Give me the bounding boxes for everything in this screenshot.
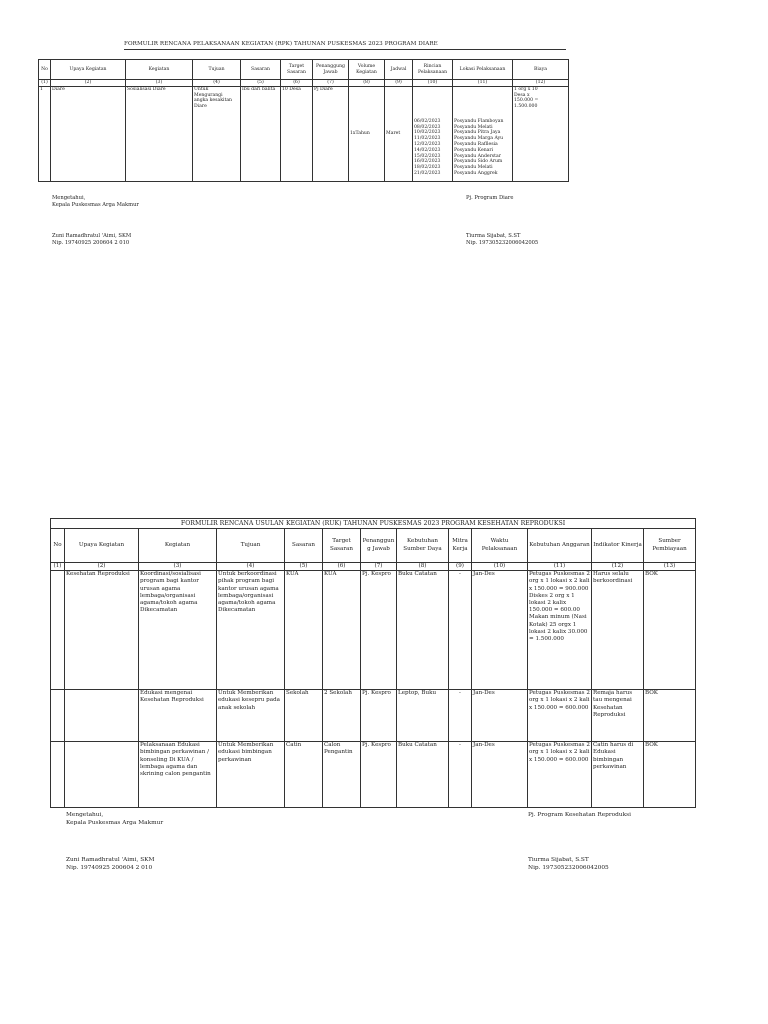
doc2-cell-sumber-daya: Leptop, Buku (397, 690, 449, 742)
doc1-header-row (39, 60, 569, 80)
doc2-header-cell: Penanggun g Jawab (361, 529, 397, 563)
doc2-sign-right-line1: Pj. Program Kesehatan Reproduksi (528, 812, 631, 818)
doc1-header-cell: Volume Kegiatan (349, 60, 385, 80)
doc2-title: FORMULIR RENCANA USULAN KEGIATAN (RUK) TAHUNAN PUSKESMAS 2023 PROGRAM KESEHATAN REPRODUKSI (51, 519, 696, 529)
doc2-cell-sumber-daya: Buku Catatan (397, 742, 449, 808)
doc1-cell-volume: 1xTahun (349, 86, 385, 181)
doc2-number-cell: (2) (65, 563, 139, 571)
doc2-number-cell: (7) (361, 563, 397, 571)
doc2-header-cell: Target Sasaran (323, 529, 361, 563)
doc2-cell-waktu: Jan-Des (472, 690, 528, 742)
doc1-number-cell: (11) (453, 80, 513, 87)
doc2-cell-sasaran: Catin (285, 742, 323, 808)
doc2-cell-indikator: Remaja harus tau mengenai Kesehatan Reproduksi (592, 690, 644, 742)
doc2-header-cell: Kebutuhan Sumber Daya (397, 529, 449, 563)
doc2-cell-sasaran: KUA (285, 571, 323, 690)
doc2-header-cell: Upaya Kegiatan (65, 529, 139, 563)
doc1-number-cell: (6) (281, 80, 313, 87)
doc2-sign-right-nip: Nip. 197305232006042005 (528, 865, 609, 871)
doc2-sign-right-signature (528, 856, 609, 872)
doc2-cell-pj: Pj. Kespro (361, 571, 397, 690)
doc1-sign-right (466, 195, 513, 202)
doc2-header-cell: Mitra Kerja (449, 529, 472, 563)
doc1-header-cell: Jadwal (385, 60, 413, 80)
doc2-header-cell: Waktu Pelaksanaan (472, 529, 528, 563)
doc2-number-cell: (5) (285, 563, 323, 571)
doc2-header-cell: Kegiatan (139, 529, 217, 563)
doc2-cell-kegiatan: Koordinasi/sosialisasi program bagi kantor urusan agama lembaga/organisasi agama/tokoh agama Dikecamatan (139, 571, 217, 690)
doc1-cell-sasaran: Ibu dari balita (241, 86, 281, 181)
doc2-cell-sumber: BOK (644, 571, 696, 690)
doc2-number-cell: (11) (528, 563, 592, 571)
doc1-cell-kegiatan: Sosialisasi Diare (126, 86, 193, 181)
doc2-header-cell: No (51, 529, 65, 563)
doc2-cell-upaya (65, 690, 139, 742)
doc2-cell-sasaran: Sekolah (285, 690, 323, 742)
doc2-data-row (51, 690, 696, 742)
doc2-cell-kegiatan: Edukasi mengenai Kesehatan Reproduksi (139, 690, 217, 742)
doc1-header-cell: Upaya Kegiatan (51, 60, 126, 80)
doc2-data-row (51, 742, 696, 808)
doc2-cell-kegiatan: Pelaksanaan Edukasi bimbingan perkawinan / konseling Di KUA / lembaga agama dan skrining calon pengantin (139, 742, 217, 808)
doc2-data-row (51, 571, 696, 690)
doc2-cell-upaya: Kesehatan Reproduksi (65, 571, 139, 690)
doc2-cell-waktu: Jan-Des (472, 742, 528, 808)
doc2-cell-tujuan: Untuk berkoordinasi pihak program bagi kantor urusan agama lembaga/organisasi agama/tokoh agama Dikecamatan (217, 571, 285, 690)
doc2-cell-target: Calon Pengantin (323, 742, 361, 808)
doc1-number-row (39, 80, 569, 87)
doc2-number-cell: (6) (323, 563, 361, 571)
doc2-number-cell: (3) (139, 563, 217, 571)
doc2-header-row (51, 529, 696, 563)
doc2-cell-mitra: - (449, 742, 472, 808)
doc2-cell-no (51, 742, 65, 808)
doc1-header-cell: Rincian Pelaksanaan (413, 60, 453, 80)
doc2-number-row (51, 563, 696, 571)
doc1-header-cell: Tujuan (193, 60, 241, 80)
doc1-header-cell: Sasaran (241, 60, 281, 80)
doc1-cell-target: 10 Desa (281, 86, 313, 181)
doc1-number-cell: (5) (241, 80, 281, 87)
doc1-header-cell: Kegiatan (126, 60, 193, 80)
doc1-cell-rincian: 06/02/2023 08/02/2023 10/02/2023 11/02/2023 12/02/2023 14/02/2023 15/02/2023 16/02/2023 18/02/2023 21/02/2023 (413, 86, 453, 181)
doc1-table (38, 59, 569, 182)
doc1-header-cell: Target Sasaran (281, 60, 313, 80)
doc1-header-cell: Biaya (513, 60, 569, 80)
doc1-cell-upaya: Diare (51, 86, 126, 181)
doc1-number-cell: (8) (349, 80, 385, 87)
doc1-cell-tujuan: Untuk Mengurangi angka kesakitan Diare (193, 86, 241, 181)
doc1-number-cell: (12) (513, 80, 569, 87)
doc2-cell-no (51, 690, 65, 742)
doc2-cell-target: KUA (323, 571, 361, 690)
doc2-sign-left-line1: Mengetahui, (66, 812, 104, 818)
doc1-number-cell: (1) (39, 80, 51, 87)
doc2-title-row (51, 519, 696, 529)
doc2-header-cell: Tujuan (217, 529, 285, 563)
doc2-cell-sumber: BOK (644, 742, 696, 808)
doc2-cell-mitra: - (449, 690, 472, 742)
doc1-sign-right-nip: Nip. 197305232006042005 (466, 240, 539, 246)
doc2-number-cell: (13) (644, 563, 696, 571)
doc1-cell-biaya: 1 org x 10 Desa x 150.000 = 1.500.000 (513, 86, 569, 181)
doc2-cell-upaya (65, 742, 139, 808)
doc1-sign-right-signature (466, 233, 538, 247)
doc1-sign-left-nip: Nip. 19740925 200604 2 010 (52, 240, 130, 246)
doc1-number-cell: (4) (193, 80, 241, 87)
doc2-cell-indikator: Harus selalu berkoordinasi (592, 571, 644, 690)
doc2-table (50, 518, 696, 808)
doc2-sign-left-signature (66, 856, 154, 872)
doc2-cell-waktu: Jan-Des (472, 571, 528, 690)
doc2-number-cell: (8) (397, 563, 449, 571)
doc2-cell-anggaran: Petugas Puskesmas 2 org x 1 lokasi x 2 kali x 150.000 = 600.000 (528, 742, 592, 808)
doc2-cell-sumber: BOK (644, 690, 696, 742)
doc2-header-cell: Indikator Kinerja (592, 529, 644, 563)
doc2-cell-anggaran: Petugas Puskesmas 2 org x 1 lokasi x 2 kali x 150.000 = 900.000 Diskes 2 org x 1 lokasi 2 kalix 150.000 = 600.00 Makan minum (Nasi Kotak) 25 orgx 1 lokasi 2 kalix 30.000 = 1.500.000 (528, 571, 592, 690)
doc2-header-cell: Sumber Pembiayaan (644, 529, 696, 563)
doc1-cell-lokasi: Posyandu Flamboyan Posyandu Melati Posyandu Pitra Jaya Posyandu Marga Ayu Posyandu Rafllesia Posyandu Kenari Posyandu Anderstar Posyandu Sido Arum Posyandu Melati Posyandu Anggrek (453, 86, 513, 181)
doc2-cell-indikator: Catin harus di Edukasi bimbingan perkawinan (592, 742, 644, 808)
doc2-number-cell: (1) (51, 563, 65, 571)
doc2-sign-right (528, 811, 631, 819)
doc1-data-row (39, 86, 569, 181)
doc1-number-cell: (10) (413, 80, 453, 87)
doc2-cell-anggaran: Petugas Puskesmas 2 org x 1 lokasi x 2 kali x 150.000 = 600.000 (528, 690, 592, 742)
doc1-number-cell: (7) (313, 80, 349, 87)
doc2-cell-target: 2 Sekolah (323, 690, 361, 742)
doc2-header-cell: Sasaran (285, 529, 323, 563)
doc2-header-cell: Kebutuhan Anggaran (528, 529, 592, 563)
doc1-sign-right-line1: Pj. Program Diare (466, 195, 514, 201)
doc1-header-cell: No (39, 60, 51, 80)
doc1-header-cell: Lokasi Pelaksanaan (453, 60, 513, 80)
doc2-sign-left-line2: Kepala Puskesmas Arga Makmur (66, 820, 164, 826)
doc2-cell-tujuan: Untuk Memberikan edukasi kesepru pada anak sekolah (217, 690, 285, 742)
doc1-number-cell: (3) (126, 80, 193, 87)
doc1-title: FORMULIR RENCANA PELAKSANAAN KEGIATAN (RPK) TAHUNAN PUSKESMAS 2023 PROGRAM DIARE (124, 41, 438, 47)
doc1-sign-left-signature (52, 233, 131, 247)
doc1-cell-pj: Pj Diare (313, 86, 349, 181)
doc1-number-cell: (9) (385, 80, 413, 87)
doc2-cell-tujuan: Untuk Memberikan edukasi bimbingan perkawinan (217, 742, 285, 808)
doc2-number-cell: (10) (472, 563, 528, 571)
doc2-sign-left (66, 811, 163, 827)
doc2-sign-left-name: Zuni Ramadhratul 'Aimi, SKM (66, 857, 155, 863)
doc2-cell-sumber-daya: Buku Catatan (397, 571, 449, 690)
doc2-cell-pj: Pj. Kespro (361, 742, 397, 808)
doc2-number-cell: (4) (217, 563, 285, 571)
doc2-cell-no (51, 571, 65, 690)
doc2-cell-pj: Pj. Kespro (361, 690, 397, 742)
doc1-sign-left-name: Zuni Ramadhratul 'Aimi, SKM (52, 233, 132, 239)
doc1-header-cell: Penanggung Jawab (313, 60, 349, 80)
doc2-sign-left-nip: Nip. 19740925 200604 2 010 (66, 865, 153, 871)
doc1-number-cell: (2) (51, 80, 126, 87)
doc1-sign-left (52, 195, 139, 209)
doc1-sign-left-line2: Kepala Puskesmas Arga Makmur (52, 202, 139, 208)
doc2-number-cell: (12) (592, 563, 644, 571)
doc2-number-cell: (9) (449, 563, 472, 571)
doc1-cell-no: 1 (39, 86, 51, 181)
doc1-sign-right-name: Tiurma Sijabat, S.ST (466, 233, 521, 239)
doc2-cell-mitra: - (449, 571, 472, 690)
doc2-sign-right-name: Tiurma Sijabat, S.ST (528, 857, 589, 863)
doc1-cell-jadwal: Maret (385, 86, 413, 181)
doc1-title-rule (124, 49, 566, 50)
doc1-sign-left-line1: Mengetahui, (52, 195, 86, 201)
